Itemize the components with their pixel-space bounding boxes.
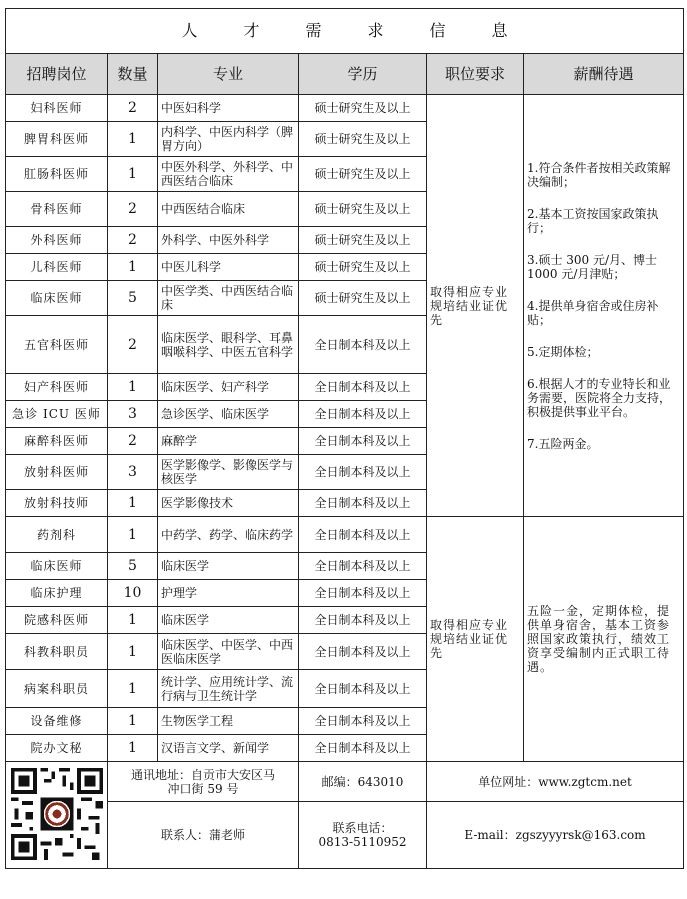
position-cell: 放射科医师 — [6, 455, 108, 490]
footer-postcode: 邮编：643010 — [299, 762, 427, 802]
major-cell: 中医妇科学 — [158, 95, 299, 122]
table-row — [6, 95, 684, 122]
qr-code-icon — [11, 768, 103, 860]
education-cell: 全日制本科及以上 — [299, 735, 427, 762]
footer-address: 通讯地址：自贡市大安区马冲口街 59 号 — [108, 762, 299, 802]
major-cell: 中药学、药学、临床药学 — [158, 517, 299, 553]
header-education: 学历 — [299, 54, 427, 95]
major-cell: 汉语言文学、新闻学 — [158, 735, 299, 762]
major-cell: 临床医学、眼科学、耳鼻咽喉科学、中医五官科学 — [158, 316, 299, 374]
position-cell: 骨科医师 — [6, 192, 108, 227]
footer-email[interactable]: E-mail：zgszyyyrsk@163.com — [427, 802, 684, 869]
major-cell: 中医学类、中西医结合临床 — [158, 281, 299, 316]
footer-phone: 0813-5110952 — [318, 835, 407, 849]
major-cell: 统计学、应用统计学、流行病与卫生统计学 — [158, 670, 299, 708]
position-cell: 麻醉科医师 — [6, 428, 108, 455]
education-cell: 硕士研究生及以上 — [299, 227, 427, 254]
count-cell: 1 — [108, 122, 158, 157]
education-cell: 硕士研究生及以上 — [299, 157, 427, 192]
major-cell: 医学影像学、影像医学与核医学 — [158, 455, 299, 490]
count-cell: 10 — [108, 580, 158, 607]
position-cell: 科教科职员 — [6, 634, 108, 670]
education-cell: 全日制本科及以上 — [299, 607, 427, 634]
count-cell: 2 — [108, 316, 158, 374]
requirement-cell: 取得相应专业规培结业证优先 — [427, 517, 524, 762]
major-cell: 急诊医学、临床医学 — [158, 401, 299, 428]
education-cell: 硕士研究生及以上 — [299, 122, 427, 157]
salary-item: 7.五险两金。 — [527, 436, 599, 451]
count-cell: 2 — [108, 428, 158, 455]
major-cell: 生物医学工程 — [158, 708, 299, 735]
education-cell: 全日制本科及以上 — [299, 580, 427, 607]
footer-website[interactable]: 单位网址：www.zgtcm.net — [427, 762, 684, 802]
major-cell: 中医儿科学 — [158, 254, 299, 281]
count-cell: 2 — [108, 227, 158, 254]
count-cell: 1 — [108, 708, 158, 735]
header-requirement: 职位要求 — [427, 54, 524, 95]
footer-row-2 — [6, 802, 684, 869]
education-cell: 全日制本科及以上 — [299, 517, 427, 553]
footer-phone-cell — [299, 802, 427, 869]
education-cell: 硕士研究生及以上 — [299, 95, 427, 122]
position-cell: 妇产科医师 — [6, 374, 108, 401]
major-cell: 临床医学 — [158, 553, 299, 580]
salary-item: 6.根据人才的专业特长和业务需要，医院将全力支持，积极提供事业平台。 — [527, 376, 672, 419]
major-cell: 临床医学、妇产科学 — [158, 374, 299, 401]
count-cell: 1 — [108, 374, 158, 401]
position-cell: 妇科医师 — [6, 95, 108, 122]
count-cell: 1 — [108, 607, 158, 634]
salary-cell — [524, 95, 684, 517]
qr-code-cell — [6, 762, 108, 869]
education-cell: 全日制本科及以上 — [299, 634, 427, 670]
count-cell: 5 — [108, 281, 158, 316]
header-major: 专业 — [158, 54, 299, 95]
major-cell: 医学影像技术 — [158, 490, 299, 517]
position-cell: 病案科职员 — [6, 670, 108, 708]
education-cell: 硕士研究生及以上 — [299, 281, 427, 316]
count-cell: 1 — [108, 254, 158, 281]
title-row — [6, 9, 684, 54]
salary-cell: 五险一金，定期体检，提供单身宿舍，基本工资参照国家政策执行，绩效工资享受编制内正式职工待遇。 — [524, 517, 684, 762]
table-row — [6, 517, 684, 553]
count-cell: 5 — [108, 553, 158, 580]
major-cell: 临床医学、中医学、中西医临床医学 — [158, 634, 299, 670]
major-cell: 中医外科学、外科学、中西医结合临床 — [158, 157, 299, 192]
education-cell: 全日制本科及以上 — [299, 553, 427, 580]
count-cell: 3 — [108, 455, 158, 490]
education-cell: 全日制本科及以上 — [299, 455, 427, 490]
education-cell: 全日制本科及以上 — [299, 401, 427, 428]
education-cell: 全日制本科及以上 — [299, 316, 427, 374]
salary-item: 5.定期体检； — [527, 344, 599, 359]
footer-row-1 — [6, 762, 684, 802]
education-cell: 硕士研究生及以上 — [299, 192, 427, 227]
major-cell: 内科学、中医内科学（脾胃方向） — [158, 122, 299, 157]
count-cell: 3 — [108, 401, 158, 428]
count-cell: 1 — [108, 634, 158, 670]
position-cell: 设备维修 — [6, 708, 108, 735]
table-title-cell — [6, 9, 684, 54]
footer-phone-label: 联系电话： — [332, 821, 393, 835]
education-cell: 全日制本科及以上 — [299, 428, 427, 455]
position-cell: 药剂科 — [6, 517, 108, 553]
footer-contact: 联系人：蒲老师 — [108, 802, 299, 869]
count-cell: 2 — [108, 95, 158, 122]
position-cell: 临床医师 — [6, 281, 108, 316]
position-cell: 肛肠科医师 — [6, 157, 108, 192]
position-cell: 临床医师 — [6, 553, 108, 580]
major-cell: 临床医学 — [158, 607, 299, 634]
position-cell: 脾胃科医师 — [6, 122, 108, 157]
header-salary: 薪酬待遇 — [524, 54, 684, 95]
salary-item: 3.硕士 300 元/月、博士 1000 元/月津贴； — [527, 252, 658, 281]
salary-item: 4.提供单身宿舍或住房补贴； — [527, 298, 659, 327]
major-cell: 护理学 — [158, 580, 299, 607]
count-cell: 1 — [108, 157, 158, 192]
position-cell: 五官科医师 — [6, 316, 108, 374]
position-cell: 临床护理 — [6, 580, 108, 607]
education-cell: 全日制本科及以上 — [299, 490, 427, 517]
position-cell: 儿科医师 — [6, 254, 108, 281]
count-cell: 1 — [108, 490, 158, 517]
talent-demand-table — [5, 8, 684, 869]
table-title: 人才需求信息 — [181, 21, 554, 40]
salary-item: 1.符合条件者按相关政策解决编制； — [527, 160, 671, 189]
major-cell: 麻醉学 — [158, 428, 299, 455]
education-cell: 硕士研究生及以上 — [299, 254, 427, 281]
education-cell: 全日制本科及以上 — [299, 374, 427, 401]
position-cell: 院办文秘 — [6, 735, 108, 762]
major-cell: 中西医结合临床 — [158, 192, 299, 227]
salary-item: 2.基本工资按国家政策执行； — [527, 206, 659, 235]
header-count: 数量 — [108, 54, 158, 95]
count-cell: 1 — [108, 670, 158, 708]
header-position: 招聘岗位 — [6, 54, 108, 95]
position-cell: 院感科医师 — [6, 607, 108, 634]
header-row — [6, 54, 684, 95]
position-cell: 放射科技师 — [6, 490, 108, 517]
position-cell: 外科医师 — [6, 227, 108, 254]
position-cell: 急诊 ICU 医师 — [6, 401, 108, 428]
count-cell: 1 — [108, 735, 158, 762]
count-cell: 2 — [108, 192, 158, 227]
major-cell: 外科学、中医外科学 — [158, 227, 299, 254]
education-cell: 全日制本科及以上 — [299, 670, 427, 708]
education-cell: 全日制本科及以上 — [299, 708, 427, 735]
count-cell: 1 — [108, 517, 158, 553]
requirement-cell: 取得相应专业规培结业证优先 — [427, 95, 524, 517]
